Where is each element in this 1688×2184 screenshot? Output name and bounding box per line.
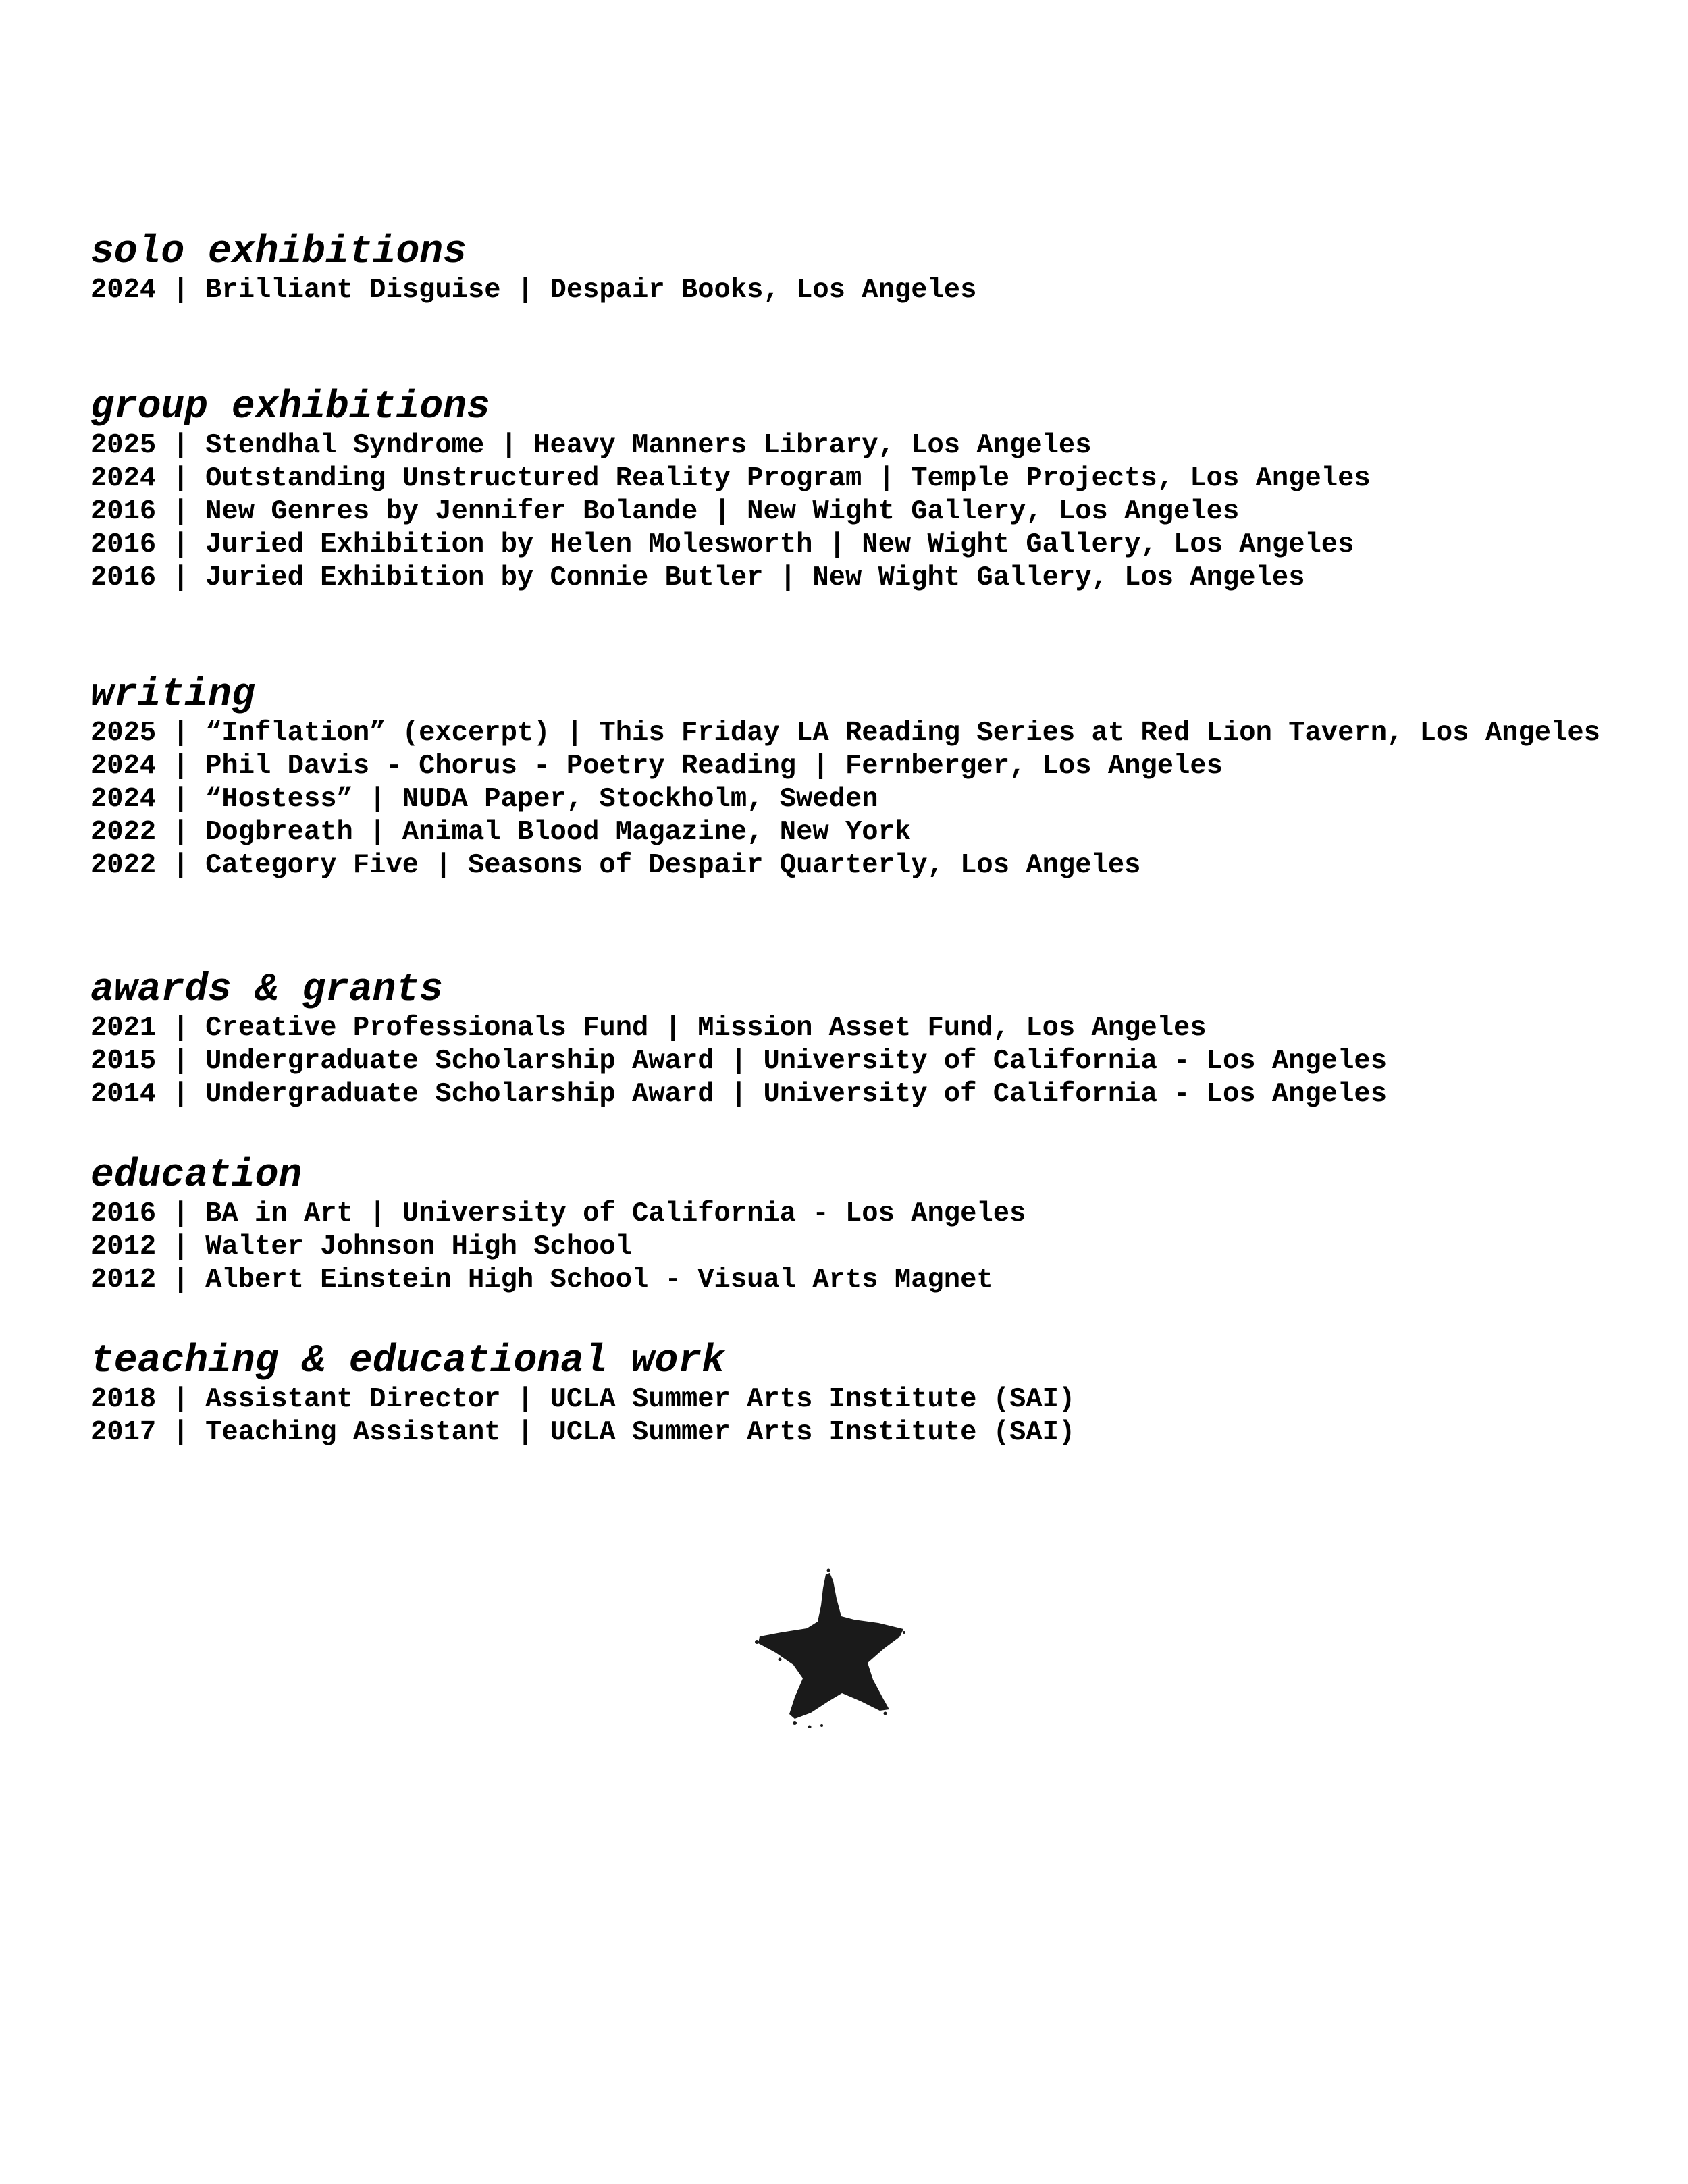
entry: 2016 | Juried Exhibition by Connie Butler | New Wight Gallery, Los Angeles bbox=[90, 562, 1305, 593]
section-title: awards & grants bbox=[90, 968, 444, 1012]
section-title: group exhibitions bbox=[90, 385, 490, 429]
entry: 2017 | Teaching Assistant | UCLA Summer Arts Institute (SAI) bbox=[90, 1417, 1076, 1448]
section-group-exhibitions bbox=[90, 386, 1643, 595]
entry: 2014 | Undergraduate Scholarship Award | University of California - Los Angeles bbox=[90, 1079, 1388, 1110]
section-title: teaching & educational work bbox=[90, 1339, 725, 1383]
section-teaching bbox=[90, 1340, 1643, 1449]
entry: 2024 | Phil Davis - Chorus - Poetry Reading | Fernberger, Los Angeles bbox=[90, 751, 1223, 782]
entry: 2024 | Outstanding Unstructured Reality Program | Temple Projects, Los Angeles bbox=[90, 463, 1371, 494]
entry: 2012 | Albert Einstein High School - Visual Arts Magnet bbox=[90, 1264, 993, 1296]
entry: 2016 | New Genres by Jennifer Bolande | New Wight Gallery, Los Angeles bbox=[90, 496, 1240, 527]
entry-list bbox=[90, 429, 1643, 595]
section-education bbox=[90, 1154, 1643, 1297]
entry: 2021 | Creative Professionals Fund | Mission Asset Fund, Los Angeles bbox=[90, 1013, 1207, 1044]
entry-list bbox=[90, 1012, 1643, 1111]
section-title: education bbox=[90, 1154, 302, 1198]
entry: 2022 | Category Five | Seasons of Despair Quarterly, Los Angeles bbox=[90, 850, 1141, 881]
entry: 2022 | Dogbreath | Animal Blood Magazine, New York bbox=[90, 817, 912, 848]
section-solo-exhibitions bbox=[90, 231, 1643, 307]
entry-list bbox=[90, 717, 1643, 882]
entry: 2025 | Stendhal Syndrome | Heavy Manners Library, Los Angeles bbox=[90, 430, 1092, 461]
section-title: writing bbox=[90, 673, 255, 717]
entry: 2015 | Undergraduate Scholarship Award | University of California - Los Angeles bbox=[90, 1046, 1388, 1077]
entry: 2016 | Juried Exhibition by Helen Molesworth | New Wight Gallery, Los Angeles bbox=[90, 529, 1354, 560]
entry: 2016 | BA in Art | University of California - Los Angeles bbox=[90, 1198, 1026, 1229]
entry: 2018 | Assistant Director | UCLA Summer Arts Institute (SAI) bbox=[90, 1384, 1076, 1415]
section-title: solo exhibitions bbox=[90, 230, 467, 274]
entry: 2024 | “Hostess” | NUDA Paper, Stockholm, Sweden bbox=[90, 784, 878, 815]
entry: 2024 | Brilliant Disguise | Despair Books, Los Angeles bbox=[90, 275, 977, 306]
section-awards-grants bbox=[90, 969, 1643, 1111]
entry: 2012 | Walter Johnson High School bbox=[90, 1231, 633, 1262]
entry: 2025 | “Inflation” (excerpt) | This Friday LA Reading Series at Red Lion Tavern, Los Angeles bbox=[90, 718, 1600, 749]
star-icon bbox=[753, 1566, 908, 1728]
entry-list bbox=[90, 274, 1643, 307]
entry-list bbox=[90, 1383, 1643, 1449]
cv-document bbox=[90, 231, 1643, 1449]
section-writing bbox=[90, 674, 1643, 882]
entry-list bbox=[90, 1198, 1643, 1297]
